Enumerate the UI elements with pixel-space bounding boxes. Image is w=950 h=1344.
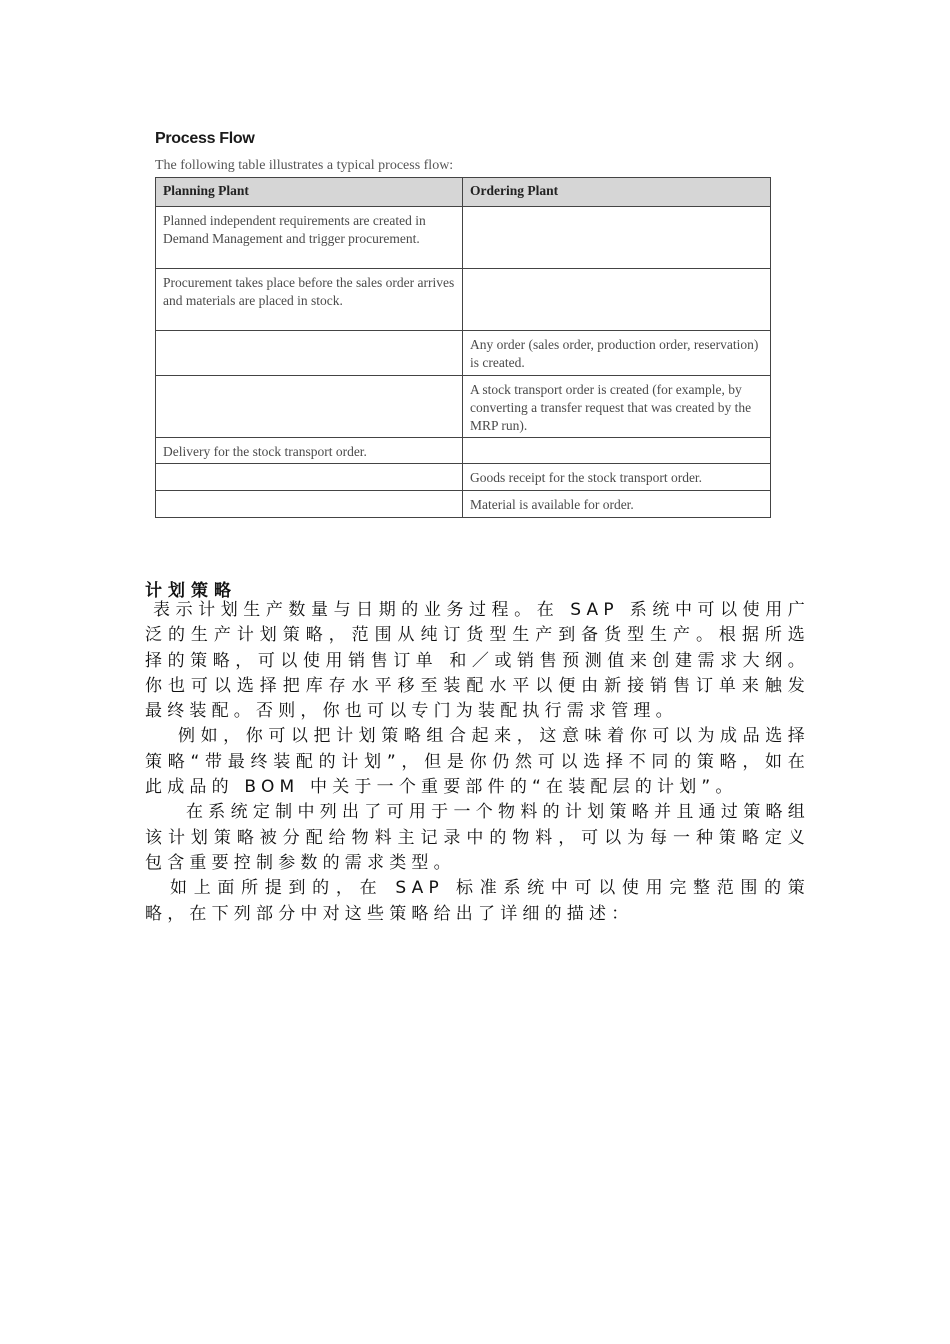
- process-flow-title: Process Flow: [155, 130, 255, 147]
- ordering-cell: [463, 438, 771, 464]
- ordering-cell: Any order (sales order, production order, reservation) is created.: [463, 331, 771, 376]
- header-ordering-plant: Ordering Plant: [463, 178, 771, 207]
- process-flow-table: [155, 177, 771, 518]
- table-row: [156, 491, 771, 518]
- planning-cell: [156, 491, 463, 518]
- planning-cell: [156, 464, 463, 491]
- ordering-cell: Goods receipt for the stock transport order.: [463, 464, 771, 491]
- planning-strategy-heading: 计划策略: [145, 581, 237, 601]
- table-row: [156, 438, 771, 464]
- planning-cell: [156, 376, 463, 438]
- planning-cell: [156, 331, 463, 376]
- planning-strategy-body: [145, 598, 810, 927]
- ordering-cell: A stock transport order is created (for example, by converting a transfer request that was created by the MRP run).: [463, 376, 771, 438]
- ordering-cell: Material is available for order.: [463, 491, 771, 518]
- ordering-cell: [463, 269, 771, 331]
- planning-cell: Planned independent requirements are created in Demand Management and trigger procurement.: [156, 207, 463, 269]
- strategy-paragraph: 如上面所提到的，在 SAP 标准系统中可以使用完整范围的策略，在下列部分中对这些策略给出了详细的描述：: [145, 878, 810, 924]
- table-row: [156, 331, 771, 376]
- planning-cell: Procurement takes place before the sales order arrives and materials are placed in stock.: [156, 269, 463, 331]
- table-row: [156, 376, 771, 438]
- header-planning-plant: Planning Plant: [156, 178, 463, 207]
- planning-cell: Delivery for the stock transport order.: [156, 438, 463, 464]
- table-header-row: [156, 178, 771, 207]
- table-row: [156, 207, 771, 269]
- strategy-paragraph: 例如，你可以把计划策略组合起来，这意味着你可以为成品选择策略“带最终装配的计划”，但是你仍然可以选择不同的策略，如在此成品的 BOM 中关于一个重要部件的“在装配层的计划”。: [145, 726, 810, 798]
- strategy-paragraph: 表示计划生产数量与日期的业务过程。在 SAP 系统中可以使用广泛的生产计划策略，范围从纯订货型生产到备货型生产。根据所选择的策略，可以使用销售订单 和／或销售预测值来创建需求大纲。你也可以选择把库存水平移至装配水平以便由新接销售订单来触发最终装配。否则，你也可以专门为装配执行需求管理。: [145, 600, 810, 722]
- table-row: [156, 464, 771, 491]
- process-flow-intro: The following table illustrates a typical process flow:: [155, 158, 454, 173]
- strategy-paragraph: 在系统定制中列出了可用于一个物料的计划策略并且通过策略组该计划策略被分配给物料主记录中的物料，可以为每一种策略定义包含重要控制参数的需求类型。: [145, 802, 810, 873]
- ordering-cell: [463, 207, 771, 269]
- table-row: [156, 269, 771, 331]
